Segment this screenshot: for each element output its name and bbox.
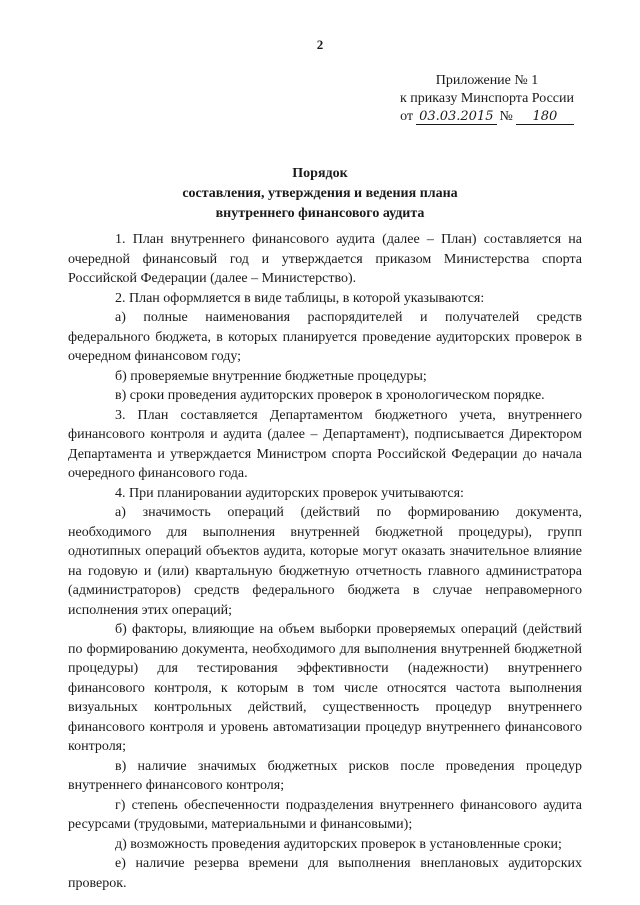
paragraph-4d: г) степень обеспеченности подразделения внутреннего финансового аудита ресурсами (трудовыми, материальными и финансовыми); <box>68 797 582 832</box>
paragraph-2a: а) полные наименования распорядителей и получателей средств федерального бюджета, в которых планируется проведение аудиторских проверок в очередном финансовом году; <box>68 310 582 364</box>
document-body <box>68 230 582 893</box>
paragraph-2: 2. План оформляется в виде таблицы, в которой указываются: <box>115 290 485 306</box>
paragraph-4e: д) возможность проведения аудиторских проверок в установленные сроки; <box>115 836 562 852</box>
paragraph-3: 3. План составляется Департаментом бюджетного учета, внутреннего финансового контроля и аудита (далее – Департамент), подписывается Директором Департамента и утверждается Министром спорта Российской Федерации до начала очередного финансового года. <box>68 407 582 481</box>
annex-header <box>380 72 594 126</box>
title-line-2: составления, утверждения и ведения плана <box>182 186 458 201</box>
paragraph-2b: б) проверяемые внутренние бюджетные процедуры; <box>115 368 427 384</box>
paragraph-1: 1. План внутреннего финансового аудита (далее – План) составляется на очередной финансовый год и утверждается приказом Министерства спорта Российской Федерации (далее – Министерство). <box>68 232 582 286</box>
annex-number-label: № <box>499 109 513 124</box>
paragraph-4f: е) наличие резерва времени для выполнения внеплановых аудиторских проверок. <box>68 856 582 891</box>
paragraph-2c: в) сроки проведения аудиторских проверок в хронологическом порядке. <box>115 388 545 403</box>
paragraph-4: 4. При планировании аудиторских проверок учитываются: <box>115 485 464 501</box>
paragraph-4a: а) значимость операций (действий по формированию документа, необходимого для выполнения внутренней бюджетной процедуры), групп однотипных операций объектов аудита, которые могут оказать значительное влияние на годовую и (или) квартальную бюджетную отчетность главного администратора (администраторов) средств федерального бюджета в случае неправомерного исполнения этих операций; <box>68 505 582 618</box>
document-title <box>0 164 640 224</box>
annex-from-label: от <box>400 109 414 124</box>
page-number: 2 <box>316 37 324 52</box>
annex-title: Приложение № 1 <box>435 73 539 88</box>
annex-date-line <box>380 108 594 126</box>
annex-order-ref: к приказу Минспорта России <box>400 91 574 106</box>
title-line-1: Порядок <box>292 166 348 181</box>
paragraph-4b: б) факторы, влияющие на объем выборки проверяемых операций (действий по формированию документа, необходимого для выполнения внутренней бюджетной процедуры) для тестирования эффективности (надежности) внутреннего финансового контроля, к которым в том числе относятся частота выполнения визуальных контрольных действий, существенность процедур внутреннего финансового контроля и уровень автоматизации процедур внутреннего финансового контроля; <box>68 622 582 754</box>
handwritten-number: 180 <box>516 110 574 125</box>
title-line-3: внутреннего финансового аудита <box>215 206 425 221</box>
paragraph-4c: в) наличие значимых бюджетных рисков после проведения процедур внутреннего финансового контроля; <box>68 758 582 793</box>
handwritten-date: 03.03.2015 <box>416 110 496 125</box>
